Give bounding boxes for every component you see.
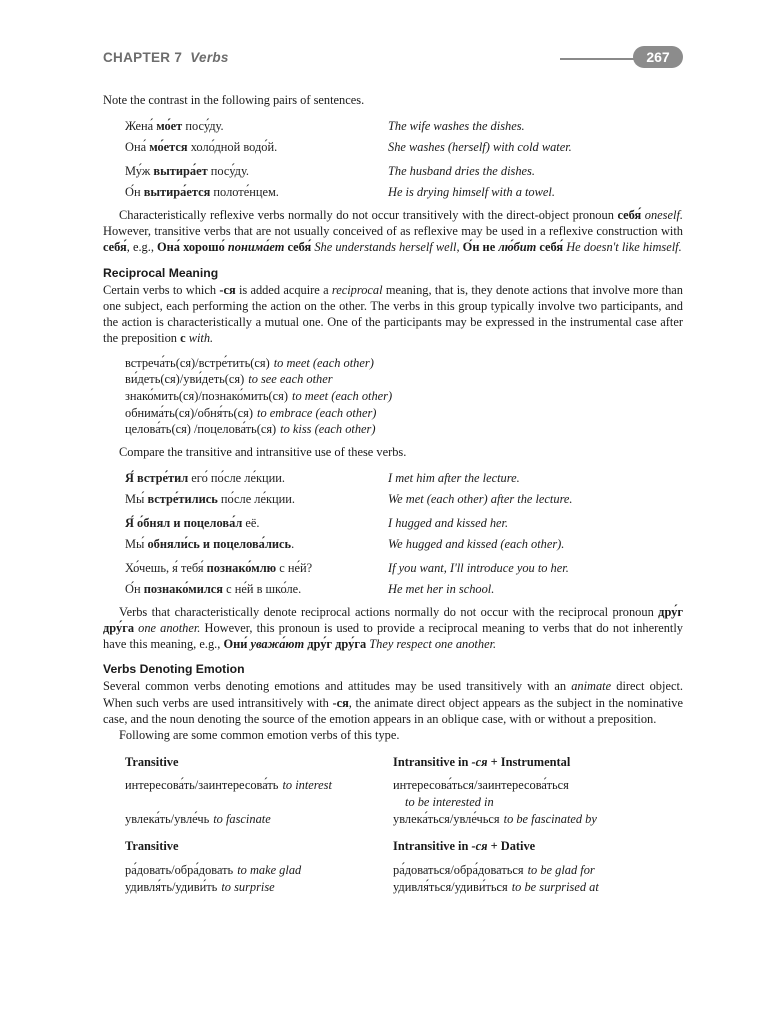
emotion-paragraph: Several common verbs denoting emotions and attitudes may be used transitively with an animate direct object. When such verbs are used intransitively with -ся, the animate direct object appears as the subject in the nominative case, and the noun denoting the source of the emotion appears in an oblique case, with or without a preposition. <box>103 679 683 727</box>
section-heading-reciprocal: Reciprocal Meaning <box>103 265 219 280</box>
list-item: знако́мить(ся)/познако́мить(ся) to meet (each other) <box>125 388 393 403</box>
chapter-label <box>103 50 229 65</box>
example-row: Она́ мо́ется холо́дной водо́й. She washes (herself) with cold water. <box>125 139 572 154</box>
reflexive-paragraph: Characteristically reflexive verbs normally do not occur transitively with the direct-object pronoun себя́ oneself. However, transitive verbs that are not usually conceived of as reflexive may be used in a reflexive construction with себя́, e.g., Она́ хорошо́ понима́ет себя́ She understands herself well, О́н не лю́бит себя́ He doesn't like himself. <box>103 207 683 255</box>
table-header: Transitive Intransitive in -ся + Instrumental <box>125 754 571 769</box>
example-row: Хо́чешь, я́ тебя́ познако́млю с не́й? If you want, I'll introduce you to her. <box>125 561 569 576</box>
table-row: to be interested in <box>405 795 494 810</box>
example-pairs-reflexive <box>125 118 683 200</box>
reciprocal-paragraph: Certain verbs to which -ся is added acquire a reciprocal meaning, that is, they denote actions that involve more than one subject, each performing the action on the other. The verbs in this group typically involve two participants, and the action is characteristically a mutual one. One of the participants may be expressed in the instrumental case after the preposition с with. <box>103 282 683 346</box>
page-number: 267 <box>633 46 683 68</box>
table-row: интересова́ть/заинтересова́ть to interest интересова́ться/заинтересова́ться <box>125 777 569 792</box>
chapter-title: Verbs <box>190 50 229 65</box>
list-item: целова́ть(ся) /поцелова́ть(ся) to kiss (each other) <box>125 422 376 437</box>
reciprocal-pronoun-paragraph: Verbs that characteristically denote reciprocal actions normally do not occur with the reciprocal pronoun дру́г дру́га one another. However, this pronoun is used to provide a reciprocal meaning to verbs that do not inherently have this meaning, e.g., Они́ уважа́ют дру́г дру́га They respect one another. <box>103 604 683 652</box>
example-row: Я́ о́бнял и поцелова́л её. I hugged and kissed her. <box>125 516 509 531</box>
section-heading-emotion: Verbs Denoting Emotion <box>103 662 245 677</box>
example-row: Му́ж вытира́ет посу́ду. The husband dries the dishes. <box>125 164 535 179</box>
emotion-table-instrumental <box>125 754 683 896</box>
table-row: увлека́ть/увле́чь to fascinate увлека́ться/увле́чься to be fascinated by <box>125 812 597 827</box>
compare-sentence: Compare the transitive and intransitive use of these verbs. <box>119 444 407 459</box>
example-row: О́н познако́мился с не́й в шко́ле. He met her in school. <box>125 581 495 596</box>
table-row: ра́довать/обра́довать to make glad ра́доваться/обра́доваться to be glad for <box>125 862 595 877</box>
example-row: Я́ встре́тил его́ по́сле ле́кции. I met him after the lecture. <box>125 471 520 486</box>
example-row: Жена́ мо́ет посу́ду. The wife washes the dishes. <box>125 119 525 134</box>
emotion-following: Following are some common emotion verbs of this type. <box>119 728 400 743</box>
list-item: ви́деть(ся)/уви́деть(ся) to see each other <box>125 372 333 387</box>
header-rule <box>560 58 636 60</box>
example-pairs-reciprocal <box>125 470 683 598</box>
chapter-number: CHAPTER 7 <box>103 50 183 65</box>
list-item: встреча́ть(ся)/встре́тить(ся) to meet (each other) <box>125 355 374 370</box>
example-row: Мы́ встре́тились по́сле ле́кции. We met (each other) after the lecture. <box>125 491 573 506</box>
table-row: удивля́ть/удиви́ть to surprise удивля́ться/удиви́ться to be surprised at <box>125 879 599 894</box>
table-header: Transitive Intransitive in -ся + Dative <box>125 839 536 854</box>
intro-paragraph: Note the contrast in the following pairs of sentences. <box>103 93 365 107</box>
page-content <box>103 92 683 896</box>
reciprocal-verb-list <box>125 355 683 438</box>
example-row: Мы́ обняли́сь и поцелова́лись. We hugged and kissed (each other). <box>125 536 565 551</box>
list-item: обнима́ть(ся)/обня́ть(ся) to embrace (each other) <box>125 405 377 420</box>
page-header <box>103 46 683 72</box>
example-row: О́н вытира́ется полоте́нцем. He is drying himself with a towel. <box>125 185 555 200</box>
